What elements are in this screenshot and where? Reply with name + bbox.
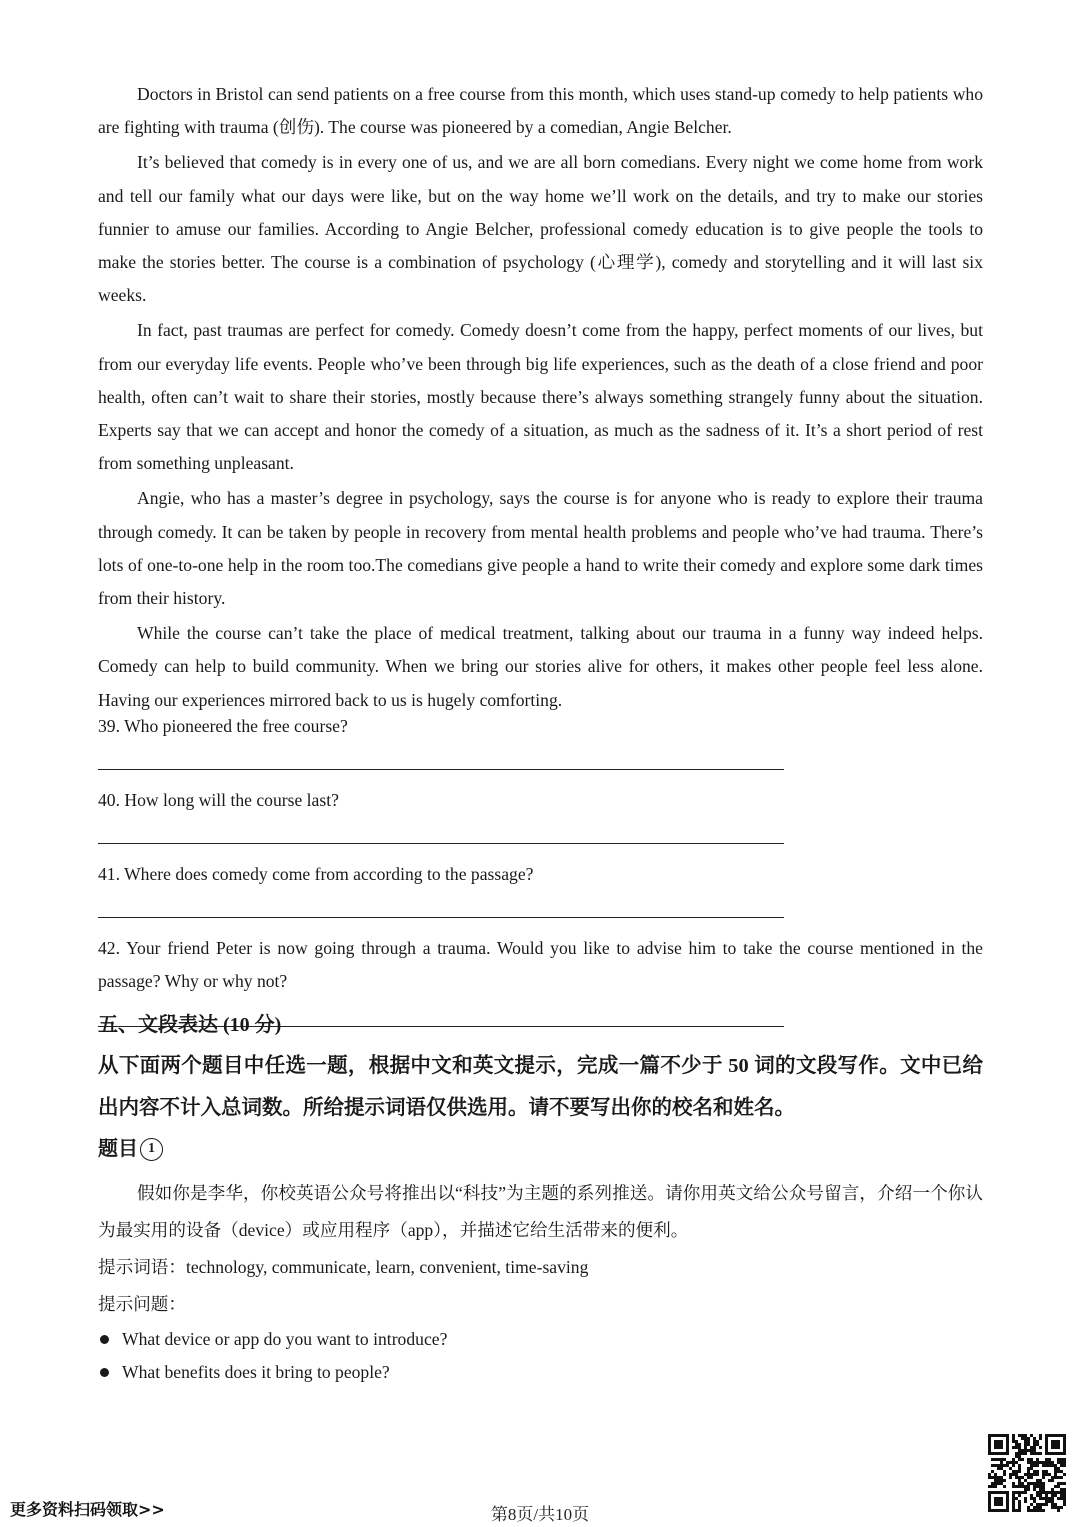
qr-module (1036, 1458, 1039, 1461)
qr-module (1063, 1458, 1066, 1461)
qr-module (1042, 1464, 1045, 1467)
qr-module (1012, 1437, 1015, 1440)
qr-module (1057, 1461, 1060, 1464)
qr-module (1033, 1449, 1036, 1452)
qr-module (991, 1464, 994, 1467)
qr-module (1027, 1461, 1030, 1464)
qr-module (1024, 1479, 1027, 1482)
qr-module (1027, 1443, 1030, 1446)
qr-module (1024, 1440, 1027, 1443)
qr-module (1030, 1449, 1033, 1452)
qr-module (1036, 1464, 1039, 1467)
question-42: 42. Your friend Peter is now going through a trauma. Would you like to advise him to take the course mentioned in the passage? Why or why not? (98, 938, 983, 991)
qr-module (1042, 1461, 1045, 1464)
qr-module (1024, 1473, 1027, 1476)
qr-module (1033, 1437, 1036, 1440)
qr-module (1012, 1491, 1015, 1494)
qr-module (994, 1479, 997, 1482)
topic-number-badge: 1 (140, 1138, 163, 1161)
qr-module (1018, 1485, 1021, 1488)
qr-module (1036, 1470, 1039, 1473)
list-item (98, 1323, 983, 1356)
bullet-icon (100, 1368, 109, 1377)
answer-line-39[interactable] (98, 751, 784, 770)
qr-module (1012, 1470, 1015, 1473)
qr-module (1045, 1473, 1048, 1476)
qr-module (1024, 1452, 1027, 1455)
qr-module (1024, 1434, 1027, 1437)
bullet-icon (100, 1335, 109, 1344)
qr-module (1012, 1434, 1015, 1437)
qr-module (994, 1464, 997, 1467)
qr-module (1063, 1473, 1066, 1476)
reading-passage (98, 78, 983, 719)
qr-module (1054, 1470, 1057, 1473)
qr-module (1024, 1446, 1027, 1449)
qr-module (1030, 1458, 1033, 1461)
qr-module (1015, 1452, 1018, 1455)
qr-finder-inner (994, 1440, 1003, 1449)
qr-module (1015, 1473, 1018, 1476)
qr-module (1030, 1494, 1033, 1497)
qr-module (1063, 1461, 1066, 1464)
qr-module (1033, 1470, 1036, 1473)
qr-module (1024, 1443, 1027, 1446)
qr-module (1054, 1464, 1057, 1467)
qr-module (1048, 1458, 1051, 1461)
qr-module (1021, 1476, 1024, 1479)
qr-module (1030, 1434, 1033, 1437)
qr-module (1027, 1470, 1030, 1473)
qr-module (1060, 1494, 1063, 1497)
qr-module (1021, 1485, 1024, 1488)
qr-module (1027, 1449, 1030, 1452)
qr-module (1036, 1482, 1039, 1485)
qr-module (1000, 1479, 1003, 1482)
qr-module (994, 1485, 997, 1488)
qr-module (1042, 1476, 1045, 1479)
answer-line-40[interactable] (98, 825, 784, 844)
qr-module (1039, 1446, 1042, 1449)
qr-module (1042, 1485, 1045, 1488)
qr-module (1018, 1470, 1021, 1473)
qr-module (1015, 1485, 1018, 1488)
qr-module (1063, 1482, 1066, 1485)
passage-paragraph: It’s believed that comedy is in every one of us, and we are all born comedians. Every night we come home from work and tell our family what our days were like, but on the way home we’ll work on the details, and try to make our stories funnier to amuse our families. According to Angie Belcher, professional comedy education is to give people the tools to make the stories better. The course is a combination of psychology (心理学), comedy and storytelling and it will last six weeks. (98, 152, 983, 306)
qr-module (1036, 1440, 1039, 1443)
qr-module (1033, 1464, 1036, 1467)
qr-module (1000, 1476, 1003, 1479)
qr-module (1009, 1473, 1012, 1476)
qr-module (1015, 1440, 1018, 1443)
qr-module (1057, 1476, 1060, 1479)
qr-module (1024, 1488, 1027, 1491)
qr-module (1003, 1458, 1006, 1461)
qr-module (1042, 1473, 1045, 1476)
qr-module (1057, 1458, 1060, 1461)
qr-module (1051, 1479, 1054, 1482)
qr-module (1033, 1482, 1036, 1485)
topic-label: 题目 (98, 1138, 138, 1160)
qr-module (1054, 1485, 1057, 1488)
qr-module (1027, 1467, 1030, 1470)
qr-module (1039, 1479, 1042, 1482)
qr-module (1030, 1452, 1033, 1455)
qr-module (1060, 1482, 1063, 1485)
qr-module (1000, 1458, 1003, 1461)
qr-module (1033, 1452, 1036, 1455)
qr-module (1033, 1443, 1036, 1446)
hint-question-list (98, 1323, 983, 1389)
qr-module (1051, 1461, 1054, 1464)
question-41: 41. Where does comedy come from according to the passage? (98, 864, 534, 884)
page-number: 第8页/共10页 (490, 1505, 590, 1524)
qr-module (1057, 1491, 1060, 1494)
qr-module (1003, 1464, 1006, 1467)
qr-module (991, 1458, 994, 1461)
qr-module (1003, 1470, 1006, 1473)
qr-module (1054, 1494, 1057, 1497)
qr-module (1051, 1464, 1054, 1467)
qr-module (1021, 1482, 1024, 1485)
qr-module (1000, 1461, 1003, 1464)
qr-module (1012, 1458, 1015, 1461)
qr-module (1039, 1434, 1042, 1437)
qr-module (1018, 1434, 1021, 1437)
qr-module (994, 1458, 997, 1461)
qr-module (1048, 1464, 1051, 1467)
qr-module (1018, 1491, 1021, 1494)
qr-module (1033, 1485, 1036, 1488)
qr-module (1003, 1479, 1006, 1482)
hint-words: 提示词语：technology, communicate, learn, convenient, time-saving (98, 1257, 589, 1277)
qr-module (1015, 1455, 1018, 1458)
qr-module (1000, 1482, 1003, 1485)
qr-module (1006, 1464, 1009, 1467)
qr-module (1039, 1452, 1042, 1455)
qr-module (1018, 1464, 1021, 1467)
qr-module (994, 1473, 997, 1476)
section-instruction: 从下面两个题目中任选一题，根据中文和英文提示，完成一篇不少于 50 词的文段写作。文中已给出内容不计入总词数。所给提示词语仅供选用。请不要写出你的校名和姓名。 (98, 1055, 983, 1119)
qr-module (1036, 1479, 1039, 1482)
qr-module (997, 1464, 1000, 1467)
hint-questions-label: 提示问题： (98, 1294, 186, 1314)
qr-module (1012, 1461, 1015, 1464)
footer-promo-text: 更多资料扫码领取>> (10, 1500, 165, 1519)
qr-module (1039, 1488, 1042, 1491)
qr-module (1021, 1449, 1024, 1452)
qr-module (1033, 1440, 1036, 1443)
qr-module (1051, 1491, 1054, 1494)
qr-module (1042, 1488, 1045, 1491)
topic-body: 假如你是李华，你校英语公众号将推出以“科技”为主题的系列推送。请你用英文给公众号留言，介绍一个你认为最实用的设备（device）或应用程序（app），并描述它给生活带来的便利。 (98, 1183, 983, 1240)
qr-module (1027, 1440, 1030, 1443)
qr-module (1027, 1482, 1030, 1485)
section-title: 五、文段表达 (10 分) (98, 1014, 282, 1036)
qr-module (1060, 1491, 1063, 1494)
qr-module (1027, 1473, 1030, 1476)
qr-module (1015, 1491, 1018, 1494)
qr-module (1012, 1482, 1015, 1485)
qr-module (997, 1476, 1000, 1479)
qr-module (1027, 1476, 1030, 1479)
qr-module (1018, 1455, 1021, 1458)
qr-module (1054, 1473, 1057, 1476)
qr-module (1051, 1488, 1054, 1491)
qr-module (994, 1476, 997, 1479)
qr-module (1042, 1491, 1045, 1494)
qr-module (1033, 1488, 1036, 1491)
qr-module (1054, 1467, 1057, 1470)
passage-paragraph: While the course can’t take the place of medical treatment, talking about our trauma in a funny way indeed helps. Comedy can help to build community. When we bring our stories alive for others, it makes other people feel less alone. Having our experiences mirrored back to us is hugely comforting. (98, 623, 983, 710)
hint-question: What benefits does it bring to people? (122, 1362, 390, 1382)
qr-module (1018, 1452, 1021, 1455)
qr-finder-inner (1051, 1440, 1060, 1449)
answer-line-41[interactable] (98, 899, 784, 918)
qr-module (997, 1467, 1000, 1470)
qr-module (1006, 1461, 1009, 1464)
qr-module (1051, 1494, 1054, 1497)
qr-module (1039, 1461, 1042, 1464)
qr-module (1018, 1458, 1021, 1461)
writing-section (98, 1007, 983, 1389)
qr-module (1015, 1443, 1018, 1446)
qr-module (1036, 1494, 1039, 1497)
qr-module (1018, 1443, 1021, 1446)
qr-module (1000, 1467, 1003, 1470)
qr-module (997, 1482, 1000, 1485)
qr-module (1036, 1473, 1039, 1476)
qr-module (1030, 1461, 1033, 1464)
qr-module (1060, 1476, 1063, 1479)
qr-module (997, 1479, 1000, 1482)
qr-module (1033, 1446, 1036, 1449)
qr-module (988, 1485, 991, 1488)
qr-module (1042, 1470, 1045, 1473)
qr-module (1018, 1467, 1021, 1470)
qr-module (1054, 1491, 1057, 1494)
qr-module (1051, 1476, 1054, 1479)
qr-module (1030, 1482, 1033, 1485)
qr-module (1060, 1458, 1063, 1461)
qr-module (1060, 1461, 1063, 1464)
qr-module (1054, 1476, 1057, 1479)
qr-module (1012, 1494, 1015, 1497)
qr-module (1063, 1491, 1066, 1494)
qr-module (1021, 1434, 1024, 1437)
passage-paragraph: Angie, who has a master’s degree in psychology, says the course is for anyone who is ready to explore their trauma through comedy. It can be taken by people in recovery from mental health problems and people who’ve had trauma. There’s lots of one-to-one help in the room too.The comedians give people a hand to write their comedy and explore some dark times from their history. (98, 488, 983, 609)
qr-module (1060, 1464, 1063, 1467)
qr-module (1012, 1464, 1015, 1467)
qr-module (1003, 1485, 1006, 1488)
passage-paragraph: Doctors in Bristol can send patients on a free course from this month, which uses stand-up comedy to help patients who are fighting with trauma (创伤). The course was pioneered by a comedian, Angie Belcher. (98, 84, 983, 138)
hint-question: What device or app do you want to introduce? (122, 1329, 448, 1349)
qr-module (1012, 1440, 1015, 1443)
qr-module (1009, 1476, 1012, 1479)
qr-module (991, 1485, 994, 1488)
qr-module (1036, 1485, 1039, 1488)
qr-module (1021, 1458, 1024, 1461)
qr-module (1015, 1446, 1018, 1449)
qr-module (1018, 1494, 1021, 1497)
qr-module (1003, 1473, 1006, 1476)
qr-module (1039, 1482, 1042, 1485)
qr-module (1045, 1464, 1048, 1467)
qr-module (1027, 1485, 1030, 1488)
qr-module (1048, 1461, 1051, 1464)
qr-module (1060, 1488, 1063, 1491)
qr-module (997, 1458, 1000, 1461)
qr-module (1045, 1491, 1048, 1494)
qr-module (1039, 1485, 1042, 1488)
qr-module (1024, 1449, 1027, 1452)
qr-module (988, 1473, 991, 1476)
qr-module (1012, 1473, 1015, 1476)
passage-paragraph: In fact, past traumas are perfect for comedy. Comedy doesn’t come from the happy, perfect moments of our lives, but from our everyday life events. People who’ve been through big life experiences, such as the death of a close friend and poor health, often can’t wait to share their stories, mostly because there’s always something strangely funny about the situation. Experts say that we can accept and honor the comedy of a situation, as much as the sadness of it. It’s a short period of rest from something unpleasant. (98, 320, 983, 474)
qr-module (994, 1482, 997, 1485)
qr-module (1018, 1479, 1021, 1482)
qr-module (1021, 1437, 1024, 1440)
qr-module (1030, 1464, 1033, 1467)
qr-module (1039, 1437, 1042, 1440)
qr-module (1030, 1446, 1033, 1449)
qr-module (1021, 1452, 1024, 1455)
qr-module (1012, 1446, 1015, 1449)
qr-module (1063, 1494, 1066, 1497)
qr-module (1045, 1470, 1048, 1473)
qr-module (1036, 1461, 1039, 1464)
qr-module (1030, 1467, 1033, 1470)
qr-module (1039, 1494, 1042, 1497)
qr-module (991, 1482, 994, 1485)
qr-module (1057, 1470, 1060, 1473)
qr-module (1036, 1443, 1039, 1446)
qr-module (1015, 1470, 1018, 1473)
qr-module (1009, 1467, 1012, 1470)
qr-module (1033, 1473, 1036, 1476)
qr-module (1048, 1491, 1051, 1494)
qr-module (1057, 1485, 1060, 1488)
qr-module (1018, 1449, 1021, 1452)
qr-module (1009, 1461, 1012, 1464)
qr-module (1060, 1470, 1063, 1473)
qr-module (1045, 1494, 1048, 1497)
qr-module (1027, 1437, 1030, 1440)
qr-module (1015, 1476, 1018, 1479)
qr-module (1024, 1491, 1027, 1494)
qr-module (1024, 1485, 1027, 1488)
qr-module (1045, 1461, 1048, 1464)
qr-module (991, 1470, 994, 1473)
qr-module (988, 1476, 991, 1479)
qr-module (1018, 1476, 1021, 1479)
qr-module (1042, 1482, 1045, 1485)
qr-module (1015, 1461, 1018, 1464)
qr-module (1030, 1476, 1033, 1479)
qr-module (1057, 1482, 1060, 1485)
list-item (98, 1356, 983, 1389)
qr-module (1063, 1464, 1066, 1467)
question-39: 39. Who pioneered the free course? (98, 716, 348, 736)
qr-module (1048, 1473, 1051, 1476)
qr-module (1048, 1479, 1051, 1482)
topic-heading (98, 1129, 983, 1169)
question-40: 40. How long will the course last? (98, 790, 339, 810)
qr-module (1036, 1491, 1039, 1494)
question-list (98, 710, 983, 1041)
qr-module (1045, 1458, 1048, 1461)
qr-module (1027, 1488, 1030, 1491)
qr-module (1030, 1473, 1033, 1476)
qr-module (1039, 1491, 1042, 1494)
qr-module (1000, 1464, 1003, 1467)
qr-module (1021, 1491, 1024, 1494)
qr-module (1012, 1485, 1015, 1488)
qr-module (991, 1476, 994, 1479)
qr-module (1027, 1458, 1030, 1461)
qr-module (1024, 1437, 1027, 1440)
qr-module (1018, 1482, 1021, 1485)
qr-module (1033, 1461, 1036, 1464)
qr-module (1063, 1488, 1066, 1491)
qr-module (1018, 1446, 1021, 1449)
qr-module (1057, 1467, 1060, 1470)
qr-module (1036, 1452, 1039, 1455)
